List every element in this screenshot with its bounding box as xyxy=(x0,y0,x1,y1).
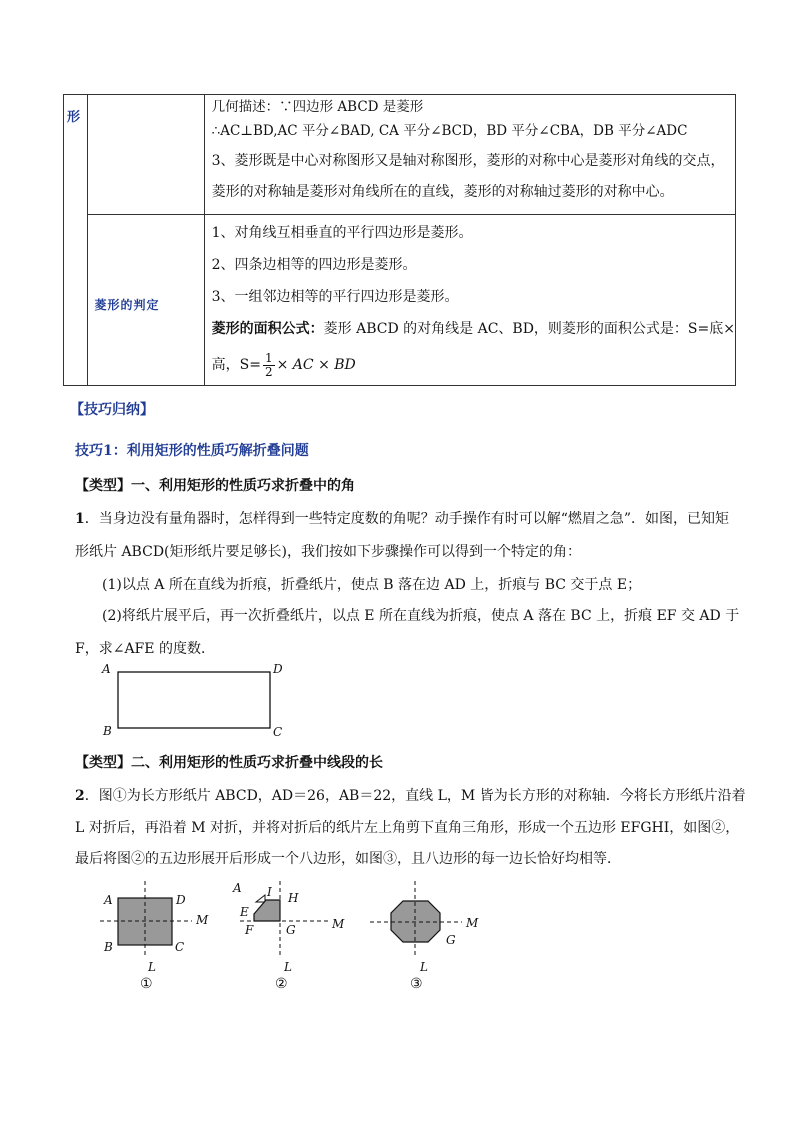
label-a: A xyxy=(102,662,111,676)
f3-label-l: L xyxy=(420,960,428,974)
f1-label-l: L xyxy=(148,960,156,974)
rectangle-abcd xyxy=(118,672,270,728)
fraction-denominator: 2 xyxy=(264,364,273,379)
question-2-line-3: 最后将图②的五边形展开后形成一个八边形，如图③，且八边形的每一边长恰好均相等． xyxy=(75,851,621,867)
f1-label-a: A xyxy=(104,893,113,907)
area-suffix: × AC × BD xyxy=(276,357,356,373)
question-1-line-2: 形纸片 ABCD(矩形纸片要足够长)，我们按如下步骤操作可以得到一个特定的角： xyxy=(75,544,581,560)
angle-bisector-line: ∴AC⊥BD,AC 平分∠BAD, CA 平分∠BCD，BD 平分∠CBA，DB 平分∠ADC xyxy=(211,123,688,139)
judge-cell xyxy=(204,215,735,386)
figure-2 xyxy=(232,881,345,992)
question-1-line-1 xyxy=(75,508,729,528)
type-2-title: 【类型】二、利用矩形的性质巧求折叠中线段的长 xyxy=(75,755,383,771)
f2-label-g: G xyxy=(286,923,296,937)
question-2-text-1: ．图①为长方形纸片 ABCD，AD＝26，AB＝22，直线 L，M 皆为长方形的对称轴．今将长方形纸片沿着 xyxy=(84,788,746,804)
judge-label-cell xyxy=(88,215,204,386)
figure-1 xyxy=(100,881,209,992)
question-1-step-1: (1)以点 A 所在直线为折痕，折叠纸片，使点 B 落在边 AD 上，折痕与 BC 交于点 E； xyxy=(102,577,642,593)
question-1-step-2: (2)将纸片展平后，再一次折叠纸片，以点 E 所在直线为折痕，使点 A 落在 BC 上，折痕 EF 交 AD 于 xyxy=(102,608,740,624)
judge-rule-2: 2、四条边相等的四边形是菱形。 xyxy=(211,257,417,273)
judge-label: 菱形的判定 xyxy=(94,297,160,312)
question-2-line-1 xyxy=(75,785,746,805)
type-1-title: 【类型】一、利用矩形的性质巧求折叠中的角 xyxy=(75,478,355,494)
f2-label-h: H xyxy=(288,891,299,905)
label-d: D xyxy=(273,662,283,676)
f2-label-e: E xyxy=(240,905,249,919)
symmetry-line-2: 菱形的对称轴是菱形对角线所在的直线，菱形的对称轴过菱形的对称中心。 xyxy=(211,184,674,200)
geometry-description: 几何描述：∵四边形 ABCD 是菱形 xyxy=(211,99,424,115)
f1-caption: ① xyxy=(140,976,153,992)
f2-label-l: L xyxy=(284,960,292,974)
skill-1-title: 技巧1：利用矩形的性质巧解折叠问题 xyxy=(75,443,309,459)
f2-caption: ② xyxy=(275,976,288,992)
question-2-number: 2 xyxy=(75,788,85,804)
folding-figures xyxy=(90,876,510,996)
f3-label-m: M xyxy=(466,916,479,930)
f2-label-i: I xyxy=(267,885,272,899)
row-label-cell xyxy=(64,95,88,386)
f2-label-a: A xyxy=(233,881,242,895)
f1-label-b: B xyxy=(104,940,113,954)
fraction xyxy=(263,352,275,379)
section-title: 【技巧归纳】 xyxy=(70,402,154,418)
area-label: 菱形的面积公式： xyxy=(211,321,324,337)
f2-label-f: F xyxy=(245,923,254,937)
question-1-number: 1 xyxy=(75,511,85,527)
f2-label-m: M xyxy=(332,917,345,931)
label-b: B xyxy=(103,724,112,738)
area-text: 菱形 ABCD 的对角线是 AC、BD，则菱形的面积公式是：S=底× xyxy=(323,321,735,337)
f1-label-d: D xyxy=(176,893,186,907)
pentagon-efghi xyxy=(254,900,280,921)
area-formula-line-2 xyxy=(205,345,735,385)
cut-triangle xyxy=(256,895,265,902)
question-1-step-2b: F，求∠AFE 的度数． xyxy=(75,641,215,657)
question-2-line-2: L 对折后，再沿着 M 对折，并将对折后的纸片左上角剪下直角三角形，形成一个五边形 EFGHI，如图②， xyxy=(75,820,740,836)
fraction-numerator: 1 xyxy=(264,350,273,365)
label-c: C xyxy=(273,725,283,739)
row-label: 形 xyxy=(67,110,81,125)
rectangle-figure xyxy=(95,658,295,748)
rhombus-property-table xyxy=(63,94,736,386)
f3-label-g: G xyxy=(446,933,456,947)
f1-label-m: M xyxy=(196,913,209,927)
area-formula-line xyxy=(205,313,735,345)
area-prefix: 高，S= xyxy=(211,357,261,373)
figure-3 xyxy=(370,881,479,992)
blank-cell xyxy=(88,95,204,215)
question-1-text-1: ．当身边没有量角器时，怎样得到一些特定度数的角呢？动手操作有时可以解“燃眉之急”．如图，已知矩 xyxy=(84,511,730,527)
property-cell xyxy=(204,95,735,215)
f1-label-c: C xyxy=(175,940,185,954)
judge-rule-3: 3、一组邻边相等的平行四边形是菱形。 xyxy=(211,289,459,305)
symmetry-line-1: 3、菱形既是中心对称图形又是轴对称图形，菱形的对称中心是菱形对角线的交点， xyxy=(211,153,725,169)
f3-caption: ③ xyxy=(410,976,423,992)
judge-rule-1: 1、对角线互相垂直的平行四边形是菱形。 xyxy=(211,225,473,241)
